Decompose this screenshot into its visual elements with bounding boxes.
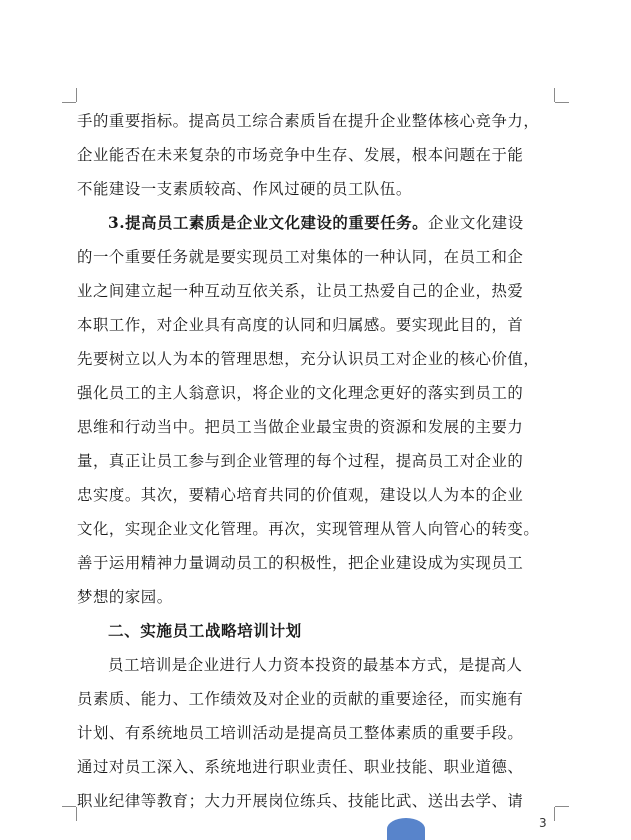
paragraph-line [77,750,557,784]
line-text: 的一个重要任务就是要实现员工对集体的一种认同，在员工和企 [77,248,524,266]
paragraph-line [77,342,557,376]
line-text: 强化员工的主人翁意识，将企业的文化理念更好的落实到员工的 [77,384,524,402]
paragraph-line [77,240,557,274]
line-text: 文化，实现企业文化管理。再次，实现管理从管人向管心的转变。 [77,520,540,538]
line-text: 企业能否在未来复杂的市场竞争中生存、发展，根本问题在于能 [77,146,524,164]
paragraph-line [77,716,557,750]
paragraph-line [77,104,557,138]
paragraph-line [77,784,557,818]
crop-mark-bottom-left [62,805,78,821]
line-text: 企业文化建设 [428,214,524,232]
paragraph-line [77,478,557,512]
paragraph-line [77,206,557,240]
line-text: 员素质、能力、工作绩效及对企业的贡献的重要途径，而实施有 [77,690,524,708]
paragraph-line [77,308,557,342]
paragraph-line [77,648,557,682]
paragraph-line [77,376,557,410]
crop-mark-top-right [553,88,569,104]
document-body [77,104,557,818]
line-text: 善于运用精神力量调动员工的积极性，把企业建设成为实现员工 [77,554,524,572]
line-text: 通过对员工深入、系统地进行职业责任、职业技能、职业道德、 [77,758,524,776]
line-text: 手的重要指标。提高员工综合素质旨在提升企业整体核心竞争力， [77,112,540,130]
paragraph-line [77,410,557,444]
paragraph-line [77,546,557,580]
paragraph-line [77,580,557,614]
section-heading [77,614,557,648]
line-text: 计划、有系统地员工培训活动是提高员工整体素质的重要手段。 [77,724,524,742]
bold-subheading: 3.提高员工素质是企业文化建设的重要任务。 [108,214,429,232]
line-text: 量，真正让员工参与到企业管理的每个过程，提高员工对企业的 [77,452,524,470]
line-text: 不能建设一支素质较高、作风过硬的员工队伍。 [77,180,412,198]
paragraph-line [77,444,557,478]
line-text: 本职工作，对企业具有高度的认同和归属感。要实现此目的，首 [77,316,524,334]
section-heading-text: 二、实施员工战略培训计划 [108,621,302,640]
paragraph-line [77,138,557,172]
line-text: 忠实度。其次，要精心培育共同的价值观，建设以人为本的企业 [77,486,524,504]
crop-mark-top-left [62,88,78,104]
paragraph-line [77,172,557,206]
line-text: 业之间建立起一种互动互依关系，让员工热爱自己的企业，热爱 [77,282,524,300]
footer-emblem-icon [387,818,425,840]
line-text: 先要树立以人为本的管理思想，充分认识员工对企业的核心价值， [77,350,540,368]
line-text: 梦想的家园。 [77,588,173,606]
paragraph-line [77,682,557,716]
line-text: 职业纪律等教育；大力开展岗位练兵、技能比武、送出去学、请 [77,792,524,810]
paragraph-line [77,512,557,546]
page-number: 3 [539,816,547,830]
line-text: 思维和行动当中。把员工当做企业最宝贵的资源和发展的主要力 [77,418,524,436]
line-text: 员工培训是企业进行人力资本投资的最基本方式，是提高人 [108,656,523,674]
paragraph-line [77,274,557,308]
